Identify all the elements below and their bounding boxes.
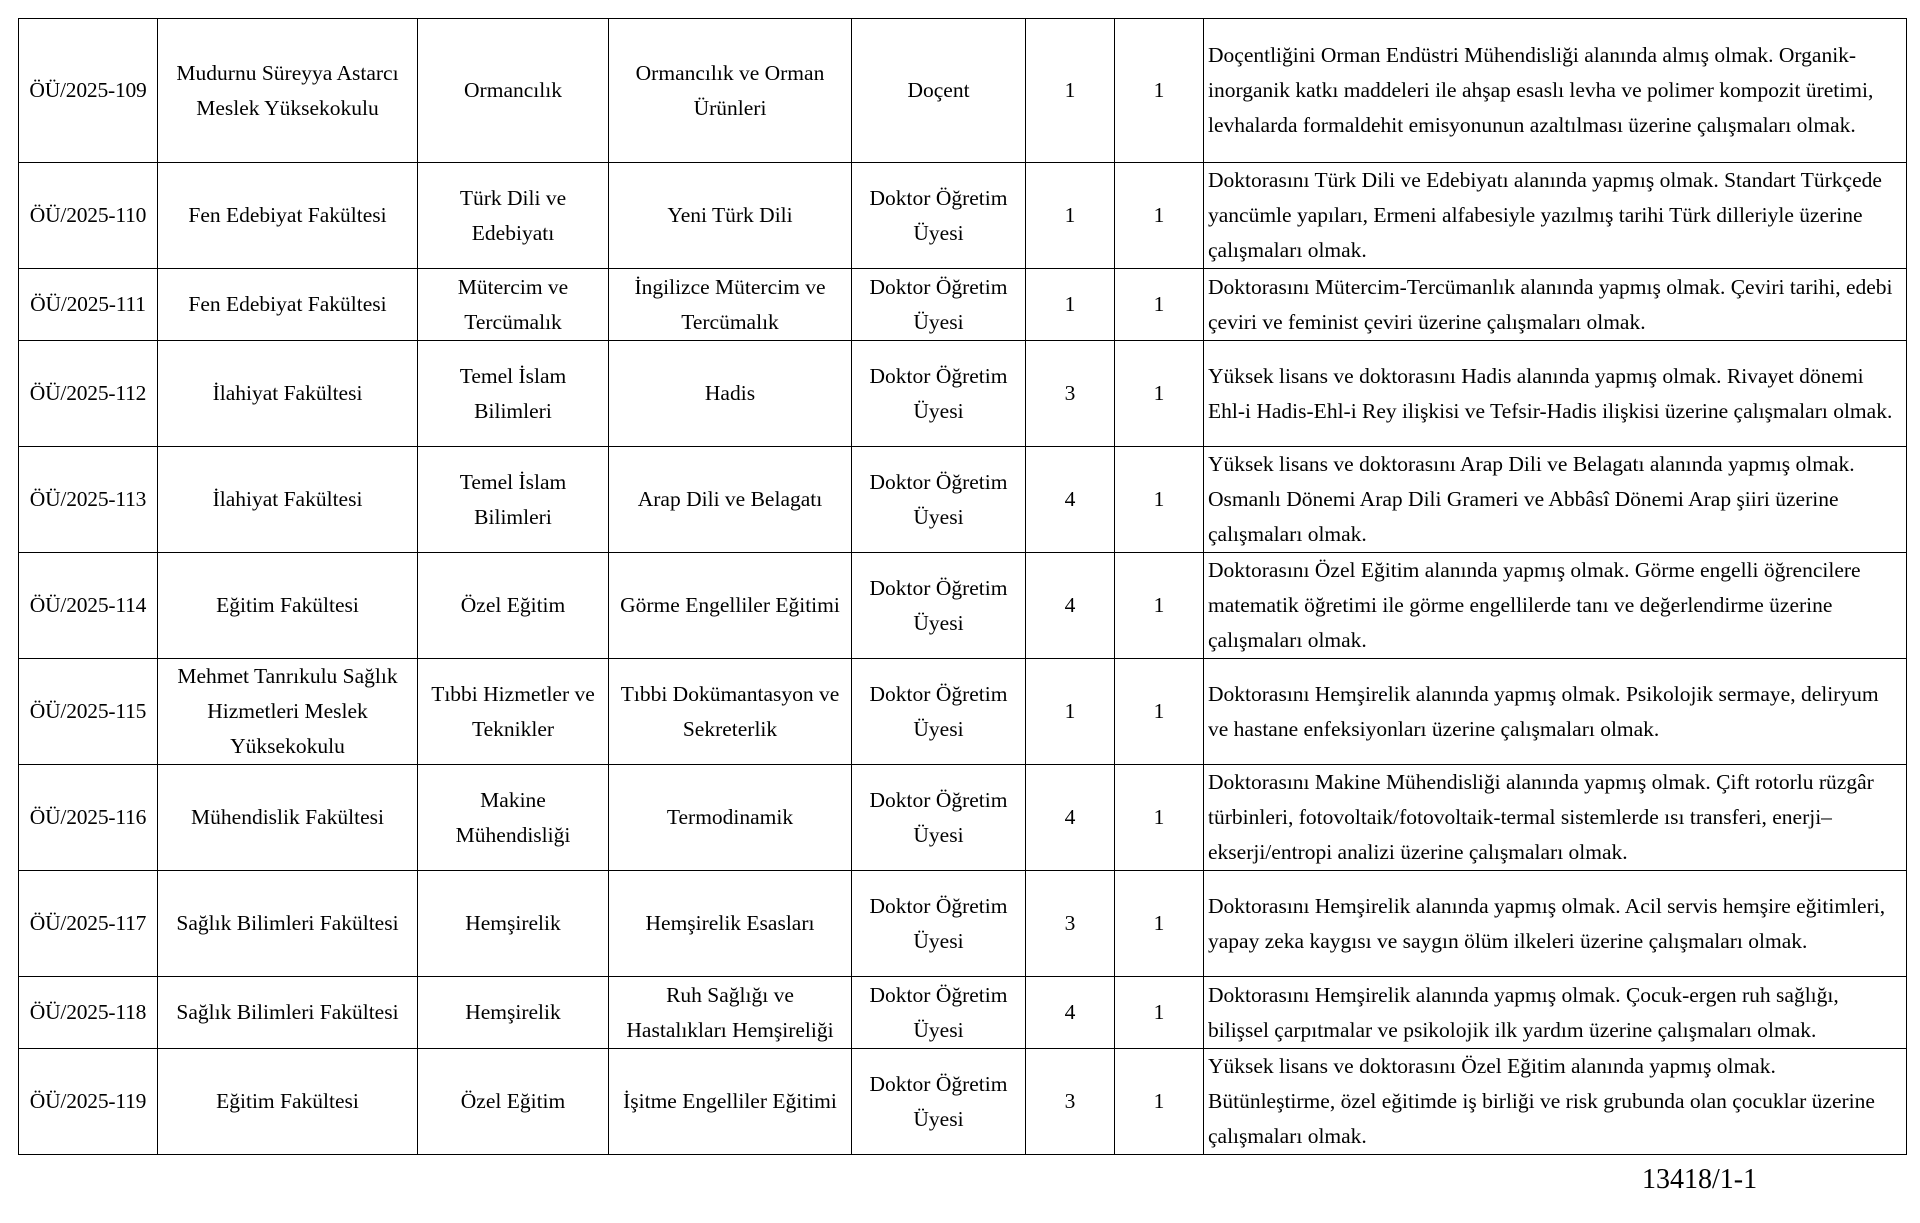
position-id-cell: ÖÜ/2025-113 xyxy=(19,447,158,553)
title-cell: Doçent xyxy=(852,19,1026,163)
table-body xyxy=(19,19,1907,1155)
count-cell: 1 xyxy=(1115,659,1204,765)
requirements-cell: Yüksek lisans ve doktorasını Arap Dili ve Belagatı alanında yapmış olmak. Osmanlı Dönemi Arap Dili Grameri ve Abbâsî Dönemi Arap şiiri üzerine çalışmaları olmak. xyxy=(1204,447,1907,553)
position-id-cell: ÖÜ/2025-111 xyxy=(19,269,158,341)
position-id-cell: ÖÜ/2025-110 xyxy=(19,163,158,269)
count-cell: 1 xyxy=(1115,19,1204,163)
field-cell: Termodinamik xyxy=(609,765,852,871)
department-cell: Mütercim ve Tercümalık xyxy=(418,269,609,341)
title-cell: Doktor Öğretim Üyesi xyxy=(852,871,1026,977)
unit-cell: Sağlık Bilimleri Fakültesi xyxy=(158,977,418,1049)
count-cell: 1 xyxy=(1115,341,1204,447)
requirements-cell: Doktorasını Mütercim-Tercümanlık alanında yapmış olmak. Çeviri tarihi, edebi çeviri ve feminist çeviri üzerine çalışmaları olmak. xyxy=(1204,269,1907,341)
requirements-cell: Doktorasını Makine Mühendisliği alanında yapmış olmak. Çift rotorlu rüzgâr türbinleri, fotovoltaik/fotovoltaik-termal sistemlerde ısı transferi, enerji–ekserji/entropi analizi üzerine çalışmaları olmak. xyxy=(1204,765,1907,871)
requirements-cell: Yüksek lisans ve doktorasını Özel Eğitim alanında yapmış olmak. Bütünleştirme, özel eğitimde iş birliği ve risk grubunda olan çocuklar üzerine çalışmaları olmak. xyxy=(1204,1049,1907,1155)
count-cell: 1 xyxy=(1115,163,1204,269)
department-cell: Tıbbi Hizmetler ve Teknikler xyxy=(418,659,609,765)
department-cell: Temel İslam Bilimleri xyxy=(418,447,609,553)
unit-cell: Fen Edebiyat Fakültesi xyxy=(158,269,418,341)
table-row xyxy=(19,269,1907,341)
count-cell: 1 xyxy=(1115,871,1204,977)
field-cell: Tıbbi Dokümantasyon ve Sekreterlik xyxy=(609,659,852,765)
requirements-cell: Yüksek lisans ve doktorasını Hadis alanında yapmış olmak. Rivayet dönemi Ehl-i Hadis-Ehl-i Rey ilişkisi ve Tefsir-Hadis ilişkisi üzerine çalışmaları olmak. xyxy=(1204,341,1907,447)
unit-cell: Mühendislik Fakültesi xyxy=(158,765,418,871)
count-cell: 1 xyxy=(1115,553,1204,659)
field-cell: Ormancılık ve Orman Ürünleri xyxy=(609,19,852,163)
department-cell: Ormancılık xyxy=(418,19,609,163)
unit-cell: Mudurnu Süreyya Astarcı Meslek Yüksekokulu xyxy=(158,19,418,163)
department-cell: Temel İslam Bilimleri xyxy=(418,341,609,447)
field-cell: Hadis xyxy=(609,341,852,447)
degree-cell: 1 xyxy=(1026,659,1115,765)
requirements-cell: Doktorasını Türk Dili ve Edebiyatı alanında yapmış olmak. Standart Türkçede yancümle yapıları, Ermeni alfabesiyle yazılmış tarihi Türk dilleriyle üzerine çalışmaları olmak. xyxy=(1204,163,1907,269)
table-row xyxy=(19,659,1907,765)
degree-cell: 4 xyxy=(1026,447,1115,553)
position-id-cell: ÖÜ/2025-118 xyxy=(19,977,158,1049)
field-cell: İşitme Engelliler Eğitimi xyxy=(609,1049,852,1155)
position-id-cell: ÖÜ/2025-114 xyxy=(19,553,158,659)
field-cell: İngilizce Mütercim ve Tercümalık xyxy=(609,269,852,341)
unit-cell: Fen Edebiyat Fakültesi xyxy=(158,163,418,269)
requirements-cell: Doçentliğini Orman Endüstri Mühendisliği alanında almış olmak. Organik-inorganik katkı maddeleri ile ahşap esaslı levha ve polimer kompozit üretimi, levhalarda formaldehit emisyonunun azaltılması üzerine çalışmaları olmak. xyxy=(1204,19,1907,163)
count-cell: 1 xyxy=(1115,765,1204,871)
field-cell: Yeni Türk Dili xyxy=(609,163,852,269)
table-row xyxy=(19,871,1907,977)
title-cell: Doktor Öğretim Üyesi xyxy=(852,977,1026,1049)
unit-cell: İlahiyat Fakültesi xyxy=(158,341,418,447)
department-cell: Hemşirelik xyxy=(418,977,609,1049)
title-cell: Doktor Öğretim Üyesi xyxy=(852,447,1026,553)
table-row xyxy=(19,19,1907,163)
table-row xyxy=(19,553,1907,659)
field-cell: Hemşirelik Esasları xyxy=(609,871,852,977)
title-cell: Doktor Öğretim Üyesi xyxy=(852,269,1026,341)
position-id-cell: ÖÜ/2025-115 xyxy=(19,659,158,765)
position-id-cell: ÖÜ/2025-109 xyxy=(19,19,158,163)
degree-cell: 1 xyxy=(1026,269,1115,341)
department-cell: Özel Eğitim xyxy=(418,1049,609,1155)
title-cell: Doktor Öğretim Üyesi xyxy=(852,765,1026,871)
positions-table xyxy=(18,18,1907,1155)
title-cell: Doktor Öğretim Üyesi xyxy=(852,659,1026,765)
degree-cell: 3 xyxy=(1026,1049,1115,1155)
requirements-cell: Doktorasını Özel Eğitim alanında yapmış olmak. Görme engelli öğrencilere matematik öğretimi ile görme engellilerde tanı ve değerlendirme üzerine çalışmaları olmak. xyxy=(1204,553,1907,659)
degree-cell: 1 xyxy=(1026,163,1115,269)
table-row xyxy=(19,163,1907,269)
position-id-cell: ÖÜ/2025-117 xyxy=(19,871,158,977)
degree-cell: 1 xyxy=(1026,19,1115,163)
unit-cell: Eğitim Fakültesi xyxy=(158,1049,418,1155)
degree-cell: 4 xyxy=(1026,765,1115,871)
requirements-cell: Doktorasını Hemşirelik alanında yapmış olmak. Çocuk-ergen ruh sağlığı, bilişsel çarpıtmalar ve psikolojik ilk yardım üzerine çalışmaları olmak. xyxy=(1204,977,1907,1049)
department-cell: Hemşirelik xyxy=(418,871,609,977)
count-cell: 1 xyxy=(1115,1049,1204,1155)
count-cell: 1 xyxy=(1115,977,1204,1049)
degree-cell: 4 xyxy=(1026,553,1115,659)
unit-cell: İlahiyat Fakültesi xyxy=(158,447,418,553)
unit-cell: Sağlık Bilimleri Fakültesi xyxy=(158,871,418,977)
count-cell: 1 xyxy=(1115,447,1204,553)
unit-cell: Mehmet Tanrıkulu Sağlık Hizmetleri Meslek Yüksekokulu xyxy=(158,659,418,765)
degree-cell: 3 xyxy=(1026,871,1115,977)
field-cell: Ruh Sağlığı ve Hastalıkları Hemşireliği xyxy=(609,977,852,1049)
field-cell: Arap Dili ve Belagatı xyxy=(609,447,852,553)
department-cell: Özel Eğitim xyxy=(418,553,609,659)
title-cell: Doktor Öğretim Üyesi xyxy=(852,553,1026,659)
department-cell: Türk Dili ve Edebiyatı xyxy=(418,163,609,269)
position-id-cell: ÖÜ/2025-116 xyxy=(19,765,158,871)
degree-cell: 4 xyxy=(1026,977,1115,1049)
requirements-cell: Doktorasını Hemşirelik alanında yapmış olmak. Psikolojik sermaye, deliryum ve hastane enfeksiyonları üzerine çalışmaları olmak. xyxy=(1204,659,1907,765)
document-code: 13418/1-1 xyxy=(1642,1164,1758,1195)
unit-cell: Eğitim Fakültesi xyxy=(158,553,418,659)
count-cell: 1 xyxy=(1115,269,1204,341)
requirements-cell: Doktorasını Hemşirelik alanında yapmış olmak. Acil servis hemşire eğitimleri, yapay zeka kaygısı ve saygın ölüm ilkeleri üzerine çalışmaları olmak. xyxy=(1204,871,1907,977)
position-id-cell: ÖÜ/2025-119 xyxy=(19,1049,158,1155)
department-cell: Makine Mühendisliği xyxy=(418,765,609,871)
table-row xyxy=(19,1049,1907,1155)
title-cell: Doktor Öğretim Üyesi xyxy=(852,341,1026,447)
position-id-cell: ÖÜ/2025-112 xyxy=(19,341,158,447)
field-cell: Görme Engelliler Eğitimi xyxy=(609,553,852,659)
title-cell: Doktor Öğretim Üyesi xyxy=(852,1049,1026,1155)
degree-cell: 3 xyxy=(1026,341,1115,447)
table-row xyxy=(19,977,1907,1049)
table-row xyxy=(19,447,1907,553)
title-cell: Doktor Öğretim Üyesi xyxy=(852,163,1026,269)
table-row xyxy=(19,765,1907,871)
table-row xyxy=(19,341,1907,447)
